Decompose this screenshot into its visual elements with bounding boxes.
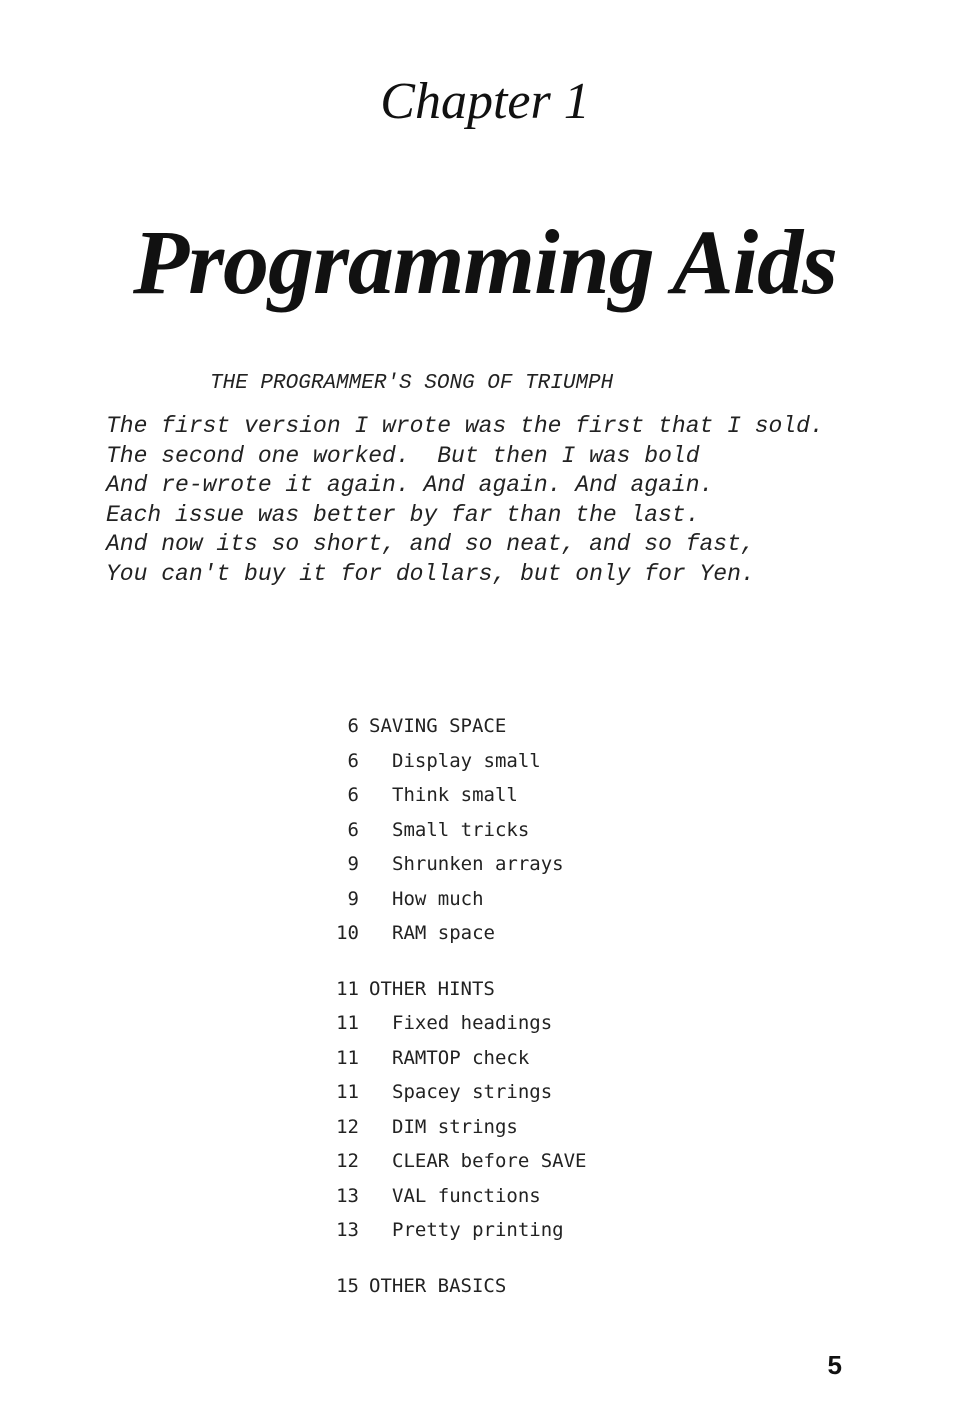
toc-page-number: 11 — [336, 977, 359, 1000]
toc-item — [333, 919, 586, 954]
poem-line: Each issue was better by far than the last. — [106, 501, 700, 528]
toc-item — [333, 1078, 586, 1113]
toc-item-label: VAL functions — [392, 1184, 541, 1207]
toc-page-number: 13 — [336, 1219, 359, 1241]
poem-line: And re-wrote it again. And again. And again. — [106, 472, 714, 498]
poem — [106, 412, 824, 589]
toc-item-label: CLEAR before SAVE — [392, 1150, 587, 1172]
toc-section-other-hints — [333, 975, 586, 1251]
toc-item-label: Display small — [392, 749, 541, 772]
toc-item-label: Pretty printing — [392, 1219, 564, 1241]
chapter-label: Chapter 1 — [380, 73, 590, 130]
toc-item — [333, 1147, 586, 1182]
toc-item — [333, 816, 586, 851]
page-number: 5 — [827, 1350, 842, 1380]
poem-line: You can't buy it for dollars, but only for Yen. — [106, 560, 755, 587]
toc-item — [333, 781, 586, 816]
toc-item — [333, 850, 586, 885]
toc-item — [333, 885, 586, 920]
toc-item — [333, 1216, 586, 1251]
toc-item-label: Think small — [392, 784, 518, 806]
toc-item-label: Fixed headings — [392, 1012, 553, 1034]
toc-page-number: 13 — [336, 1184, 359, 1207]
toc-heading-label: OTHER HINTS — [369, 977, 495, 1000]
toc-page-number: 6 — [347, 715, 359, 737]
toc-item-label: Small tricks — [392, 818, 530, 841]
toc-page-number: 9 — [347, 853, 359, 875]
toc-item-label: DIM strings — [392, 1115, 518, 1138]
toc-item-label: Spacey strings — [392, 1081, 553, 1103]
toc-heading — [333, 712, 586, 747]
toc-page-number: 12 — [336, 1115, 359, 1138]
toc-page-number: 10 — [336, 922, 359, 944]
table-of-contents — [333, 712, 586, 1327]
toc-item — [333, 747, 586, 782]
toc-item-label: How much — [392, 887, 484, 910]
toc-page-number: 11 — [336, 1081, 359, 1103]
toc-item — [333, 1044, 586, 1079]
toc-page-number: 6 — [347, 749, 359, 772]
toc-heading-label: SAVING SPACE — [369, 715, 507, 737]
toc-heading — [333, 975, 586, 1010]
poem-line: The first version I wrote was the first that I sold. — [106, 413, 824, 439]
toc-item-label: RAMTOP check — [392, 1046, 530, 1069]
toc-heading-label: OTHER BASICS — [369, 1274, 507, 1297]
toc-section-saving-space — [333, 712, 586, 954]
toc-section-other-basics — [333, 1272, 586, 1307]
toc-page-number: 9 — [347, 887, 359, 910]
poem-title: THE PROGRAMMER'S SONG OF TRIUMPH — [210, 372, 614, 395]
toc-heading — [333, 1272, 586, 1307]
poem-line: And now its so short, and so neat, and so fast, — [106, 531, 755, 557]
toc-item-label: RAM space — [392, 922, 495, 944]
poem-line: The second one worked. But then I was bold — [106, 442, 700, 469]
toc-item-label: Shrunken arrays — [392, 853, 564, 875]
toc-item — [333, 1009, 586, 1044]
toc-page-number: 11 — [336, 1046, 359, 1069]
toc-page-number: 11 — [336, 1012, 359, 1034]
toc-page-number: 6 — [347, 784, 359, 806]
toc-page-number: 6 — [347, 818, 359, 841]
toc-page-number: 12 — [336, 1150, 359, 1172]
chapter-title: Programming Aids — [133, 211, 837, 313]
toc-item — [333, 1182, 586, 1217]
toc-item — [333, 1113, 586, 1148]
toc-page-number: 15 — [336, 1274, 359, 1297]
